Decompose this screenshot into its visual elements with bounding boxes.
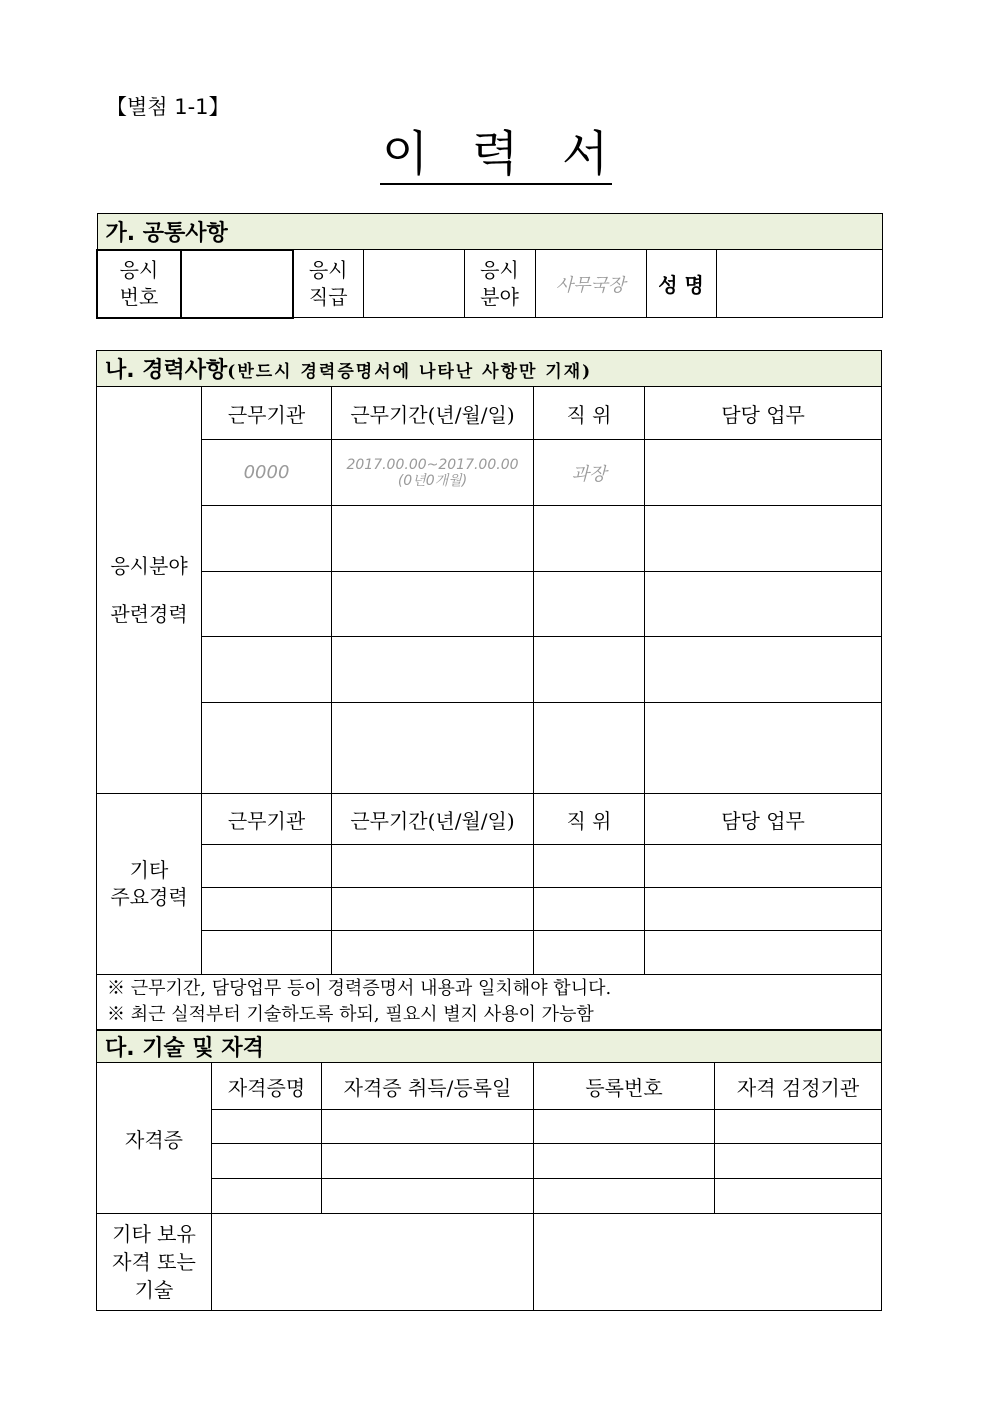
- other-career-cell[interactable]: [332, 931, 534, 975]
- grade-label: 응시 직급: [293, 250, 363, 318]
- cert-cell[interactable]: [715, 1110, 882, 1144]
- other-skill-field-2[interactable]: [534, 1214, 882, 1311]
- example-duty[interactable]: [645, 440, 882, 506]
- example-period[interactable]: 2017.00.00~2017.00.00 (0년0개월): [332, 440, 534, 506]
- other-career-cell[interactable]: [202, 845, 332, 888]
- attachment-label: 【별첨 1-1】: [106, 95, 230, 119]
- cert-cell[interactable]: [534, 1179, 715, 1214]
- other-career-cell[interactable]: [645, 931, 882, 975]
- cert-cell[interactable]: [534, 1144, 715, 1179]
- common-info-table: [96, 213, 883, 319]
- cert-cell[interactable]: [212, 1144, 322, 1179]
- career-cell[interactable]: [332, 506, 534, 572]
- name-label: 성 명: [646, 250, 716, 318]
- cert-cell[interactable]: [212, 1179, 322, 1214]
- col-duty: 담당 업무: [645, 794, 882, 845]
- cert-cell[interactable]: [322, 1179, 534, 1214]
- note-2: ※ 최근 실적부터 기술하도록 하되, 필요시 별지 사용이 가능함: [107, 1004, 594, 1025]
- note-1: ※ 근무기간, 담당업무 등이 경력증명서 내용과 일치해야 합니다.: [107, 978, 612, 999]
- related-career-label: 응시분야 관련경력: [97, 387, 202, 794]
- career-cell[interactable]: [645, 572, 882, 637]
- career-cell[interactable]: [202, 637, 332, 703]
- document-title: [380, 125, 612, 185]
- cert-cell[interactable]: [715, 1179, 882, 1214]
- qualification-table: [96, 1030, 882, 1311]
- other-skill-label: 기타 보유 자격 또는 기술: [97, 1214, 212, 1311]
- col-position: 직 위: [534, 794, 645, 845]
- career-cell[interactable]: [332, 703, 534, 794]
- cert-cell[interactable]: [322, 1144, 534, 1179]
- career-notes: [97, 975, 882, 1030]
- other-career-cell[interactable]: [534, 888, 645, 931]
- section-a-heading: 가. 공통사항: [97, 214, 882, 250]
- career-cell[interactable]: [202, 506, 332, 572]
- col-org: 근무기관: [202, 387, 332, 440]
- other-career-cell[interactable]: [202, 931, 332, 975]
- col-period: 근무기간(년/월/일): [332, 387, 534, 440]
- section-b-heading: 나. 경력사항(반드시 경력증명서에 나타난 사항만 기재): [97, 351, 882, 387]
- exam-no-field[interactable]: [181, 250, 293, 318]
- other-career-cell[interactable]: [645, 845, 882, 888]
- career-cell[interactable]: [645, 506, 882, 572]
- other-skill-field-1[interactable]: [212, 1214, 534, 1311]
- col-cert-name: 자격증명: [212, 1063, 322, 1110]
- career-cell[interactable]: [332, 572, 534, 637]
- col-cert-date: 자격증 취득/등록일: [322, 1063, 534, 1110]
- field-value[interactable]: 사무국장: [535, 250, 646, 318]
- cert-cell[interactable]: [212, 1110, 322, 1144]
- col-period: 근무기간(년/월/일): [332, 794, 534, 845]
- career-cell[interactable]: [645, 703, 882, 794]
- other-career-label: 기타 주요경력: [97, 794, 202, 975]
- title-char-1: 이: [382, 126, 429, 182]
- career-table: [96, 350, 882, 1030]
- career-cell[interactable]: [534, 572, 645, 637]
- cert-cell[interactable]: [322, 1110, 534, 1144]
- example-org[interactable]: 0000: [202, 440, 332, 506]
- title-char-3: 서: [562, 126, 609, 182]
- example-position[interactable]: 과장: [534, 440, 645, 506]
- cert-label: 자격증: [97, 1063, 212, 1214]
- field-label: 응시 분야: [464, 250, 535, 318]
- col-duty: 담당 업무: [645, 387, 882, 440]
- col-reg-no: 등록번호: [534, 1063, 715, 1110]
- career-cell[interactable]: [202, 703, 332, 794]
- col-org: 근무기관: [202, 794, 332, 845]
- other-career-cell[interactable]: [645, 888, 882, 931]
- career-cell[interactable]: [202, 572, 332, 637]
- other-career-cell[interactable]: [202, 888, 332, 931]
- other-career-cell[interactable]: [332, 845, 534, 888]
- other-career-cell[interactable]: [534, 931, 645, 975]
- section-c-heading: 다. 기술 및 자격: [97, 1031, 882, 1063]
- col-position: 직 위: [534, 387, 645, 440]
- name-field[interactable]: [716, 250, 882, 318]
- career-cell[interactable]: [645, 637, 882, 703]
- col-cert-agency: 자격 검정기관: [715, 1063, 882, 1110]
- exam-no-label: 응시 번호: [97, 250, 181, 318]
- career-cell[interactable]: [534, 637, 645, 703]
- title-char-2: 력: [472, 126, 519, 182]
- other-career-cell[interactable]: [332, 888, 534, 931]
- grade-field[interactable]: [363, 250, 464, 318]
- cert-cell[interactable]: [715, 1144, 882, 1179]
- career-cell[interactable]: [332, 637, 534, 703]
- career-cell[interactable]: [534, 703, 645, 794]
- cert-cell[interactable]: [534, 1110, 715, 1144]
- career-cell[interactable]: [534, 506, 645, 572]
- other-career-cell[interactable]: [534, 845, 645, 888]
